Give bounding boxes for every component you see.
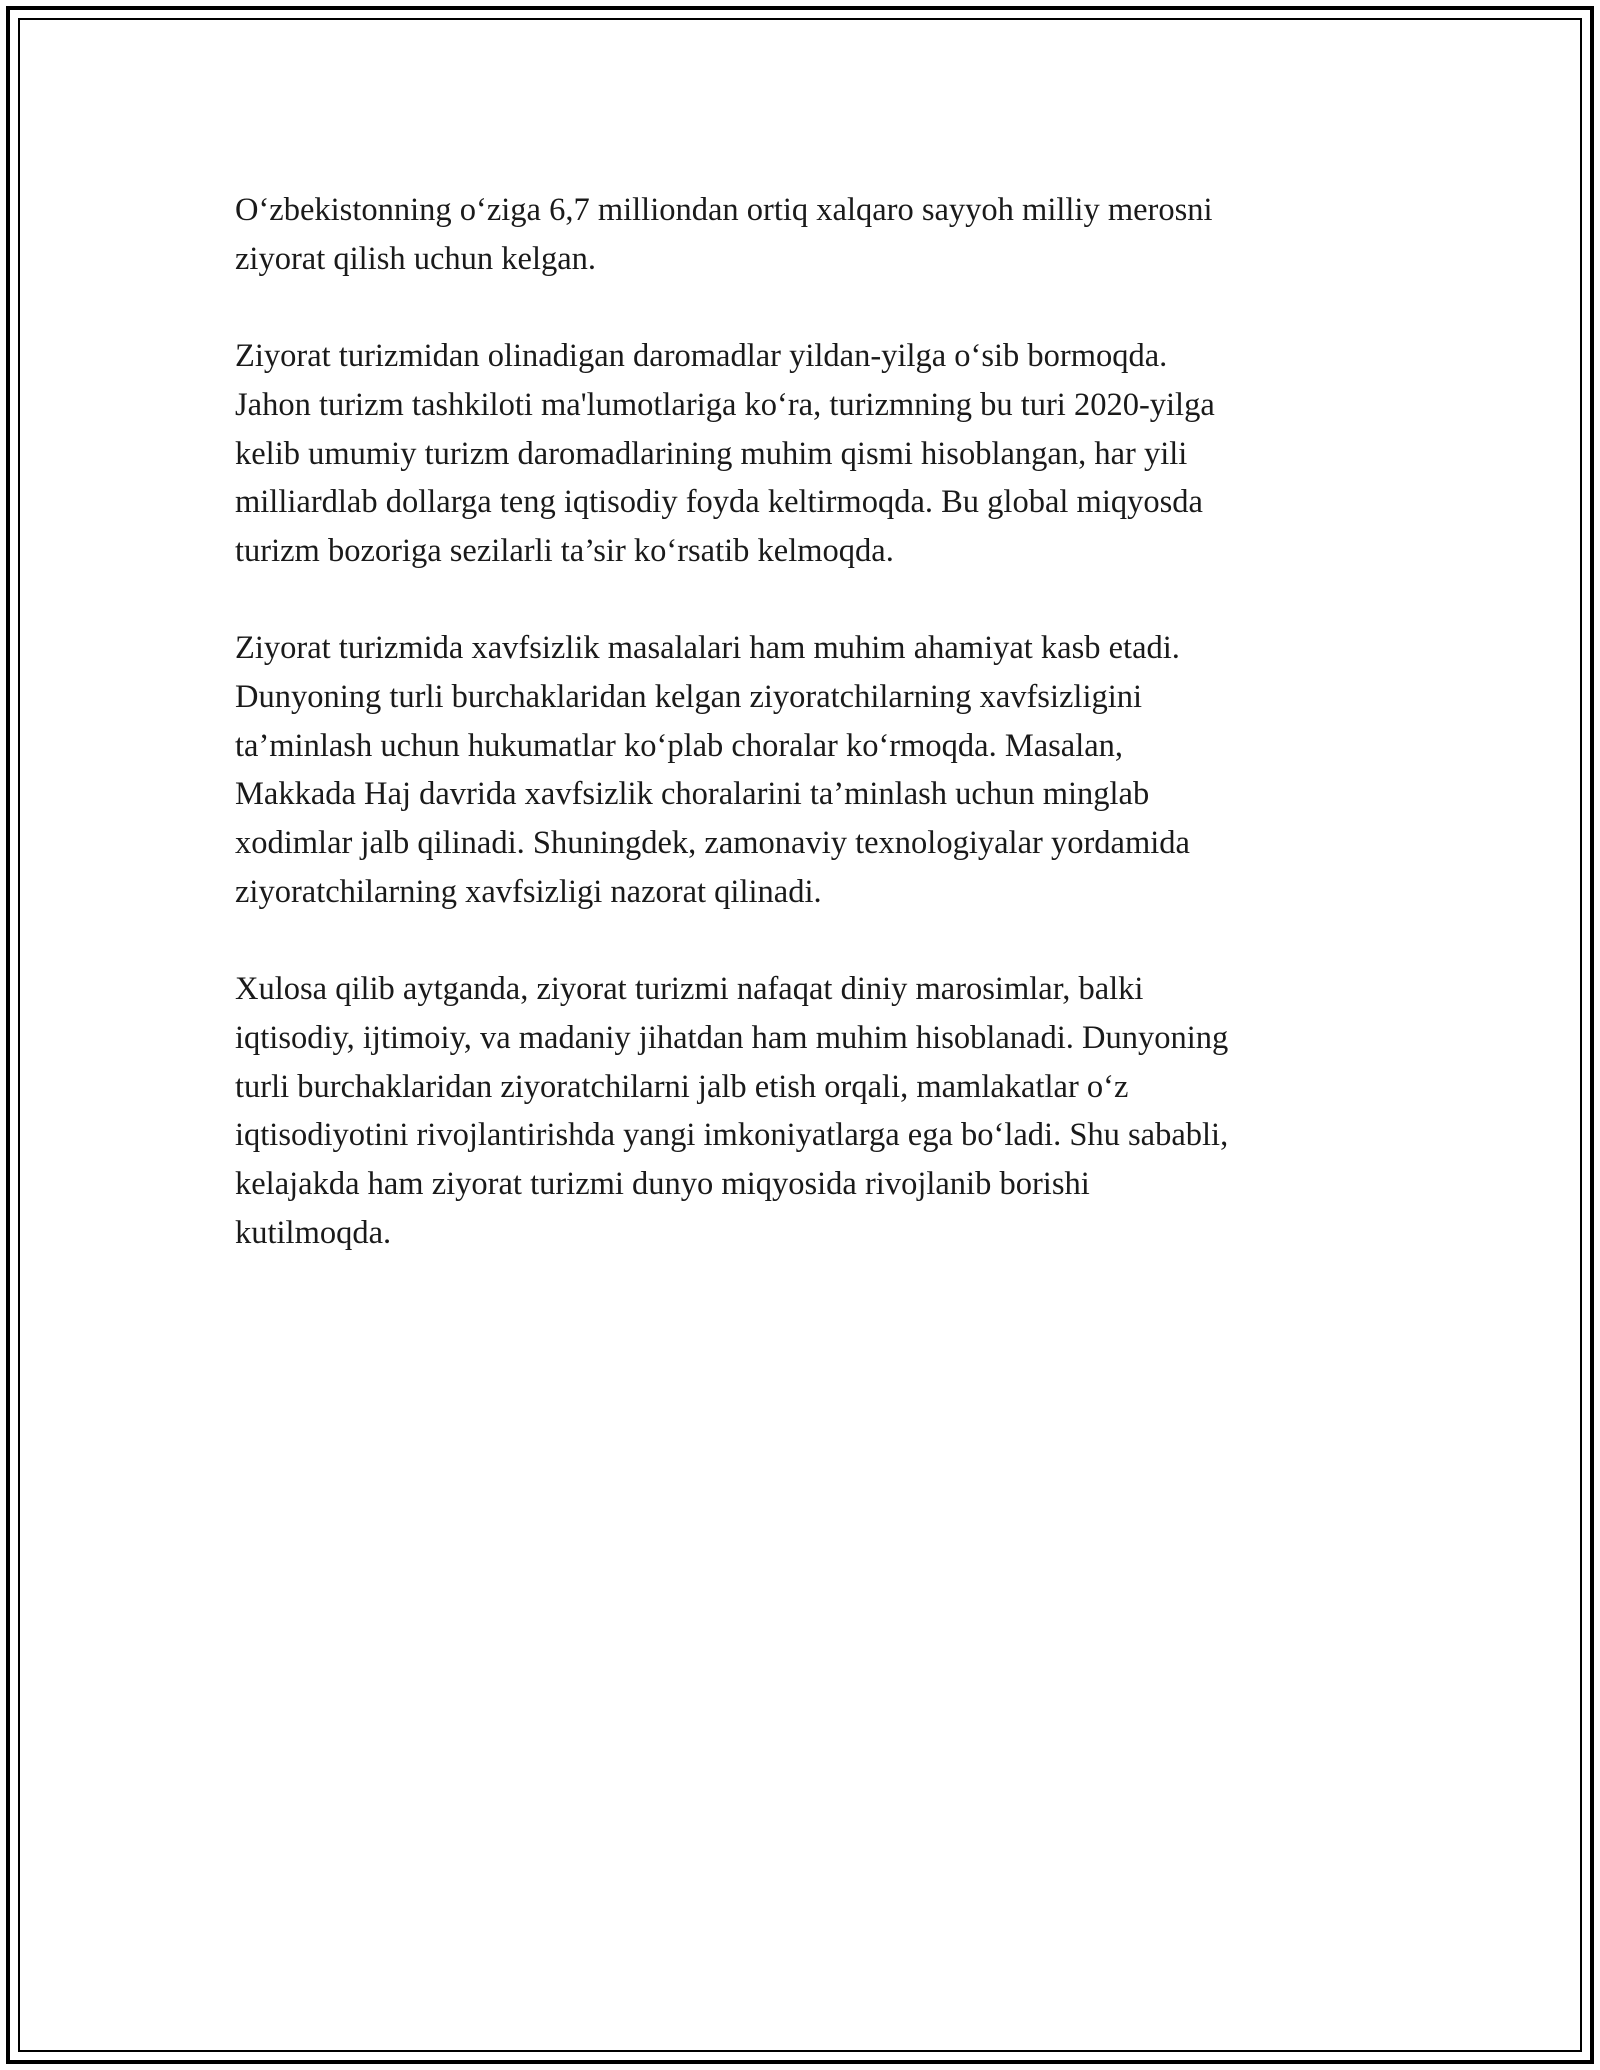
text-line: Makkada Haj davrida xavfsizlik choralarini ta’minlash uchun minglab xyxy=(235,776,1150,813)
paragraph-2 xyxy=(235,332,1395,576)
text-line: iqtisodiyotini rivojlantirishda yangi imkoniyatlarga ega bo‘ladi. Shu sababli, xyxy=(235,1117,1229,1154)
text-line: ziyorat qilish uchun kelgan. xyxy=(235,240,597,277)
paragraph-1 xyxy=(235,186,1395,283)
text-line: turizm bozoriga sezilarli ta’sir ko‘rsatib kelmoqda. xyxy=(235,532,894,569)
text-line: milliardlab dollarga teng iqtisodiy foyda keltirmoqda. Bu global miqyosda xyxy=(235,484,1203,521)
text-line: Ziyorat turizmida xavfsizlik masalalari ham muhim ahamiyat kasb etadi. xyxy=(235,630,1180,667)
paragraph-3 xyxy=(235,624,1395,916)
text-line: O‘zbekistonning o‘ziga 6,7 milliondan ortiq xalqaro sayyoh milliy merosni xyxy=(235,192,1213,228)
text-line: Dunyoning turli burchaklaridan kelgan ziyoratchilarning xavfsizligini xyxy=(235,679,1143,715)
text-line: xodimlar jalb qilinadi. Shuningdek, zamonaviy texnologiyalar yordamida xyxy=(235,825,1190,862)
text-line: turli burchaklaridan ziyoratchilarni jalb etish orqali, mamlakatlar o‘z xyxy=(235,1068,1129,1105)
text-line: Jahon turizm tashkiloti ma'lumotlariga ko‘ra, turizmning bu turi 2020-yilga xyxy=(235,386,1215,423)
text-line: Xulosa qilib aytganda, ziyorat turizmi nafaqat diniy marosimlar, balki xyxy=(235,971,1144,1008)
document-body xyxy=(235,186,1395,1306)
text-line: Ziyorat turizmidan olinadigan daromadlar yildan-yilga o‘sib bormoqda. xyxy=(235,338,1168,375)
text-line: ziyoratchilarning xavfsizligi nazorat qilinadi. xyxy=(235,873,822,910)
text-line: iqtisodiy, ijtimoiy, va madaniy jihatdan ham muhim hisoblanadi. Dunyoning xyxy=(235,1019,1229,1056)
text-line: kelib umumiy turizm daromadlarining muhim qismi hisoblangan, har yili xyxy=(235,435,1188,472)
text-line: ta’minlash uchun hukumatlar ko‘plab choralar ko‘rmoqda. Masalan, xyxy=(235,727,1124,764)
paragraph-4 xyxy=(235,965,1395,1257)
text-line: kelajakda ham ziyorat turizmi dunyo miqyosida rivojlanib borishi xyxy=(235,1166,1090,1203)
text-line: kutilmoqda. xyxy=(235,1214,392,1251)
